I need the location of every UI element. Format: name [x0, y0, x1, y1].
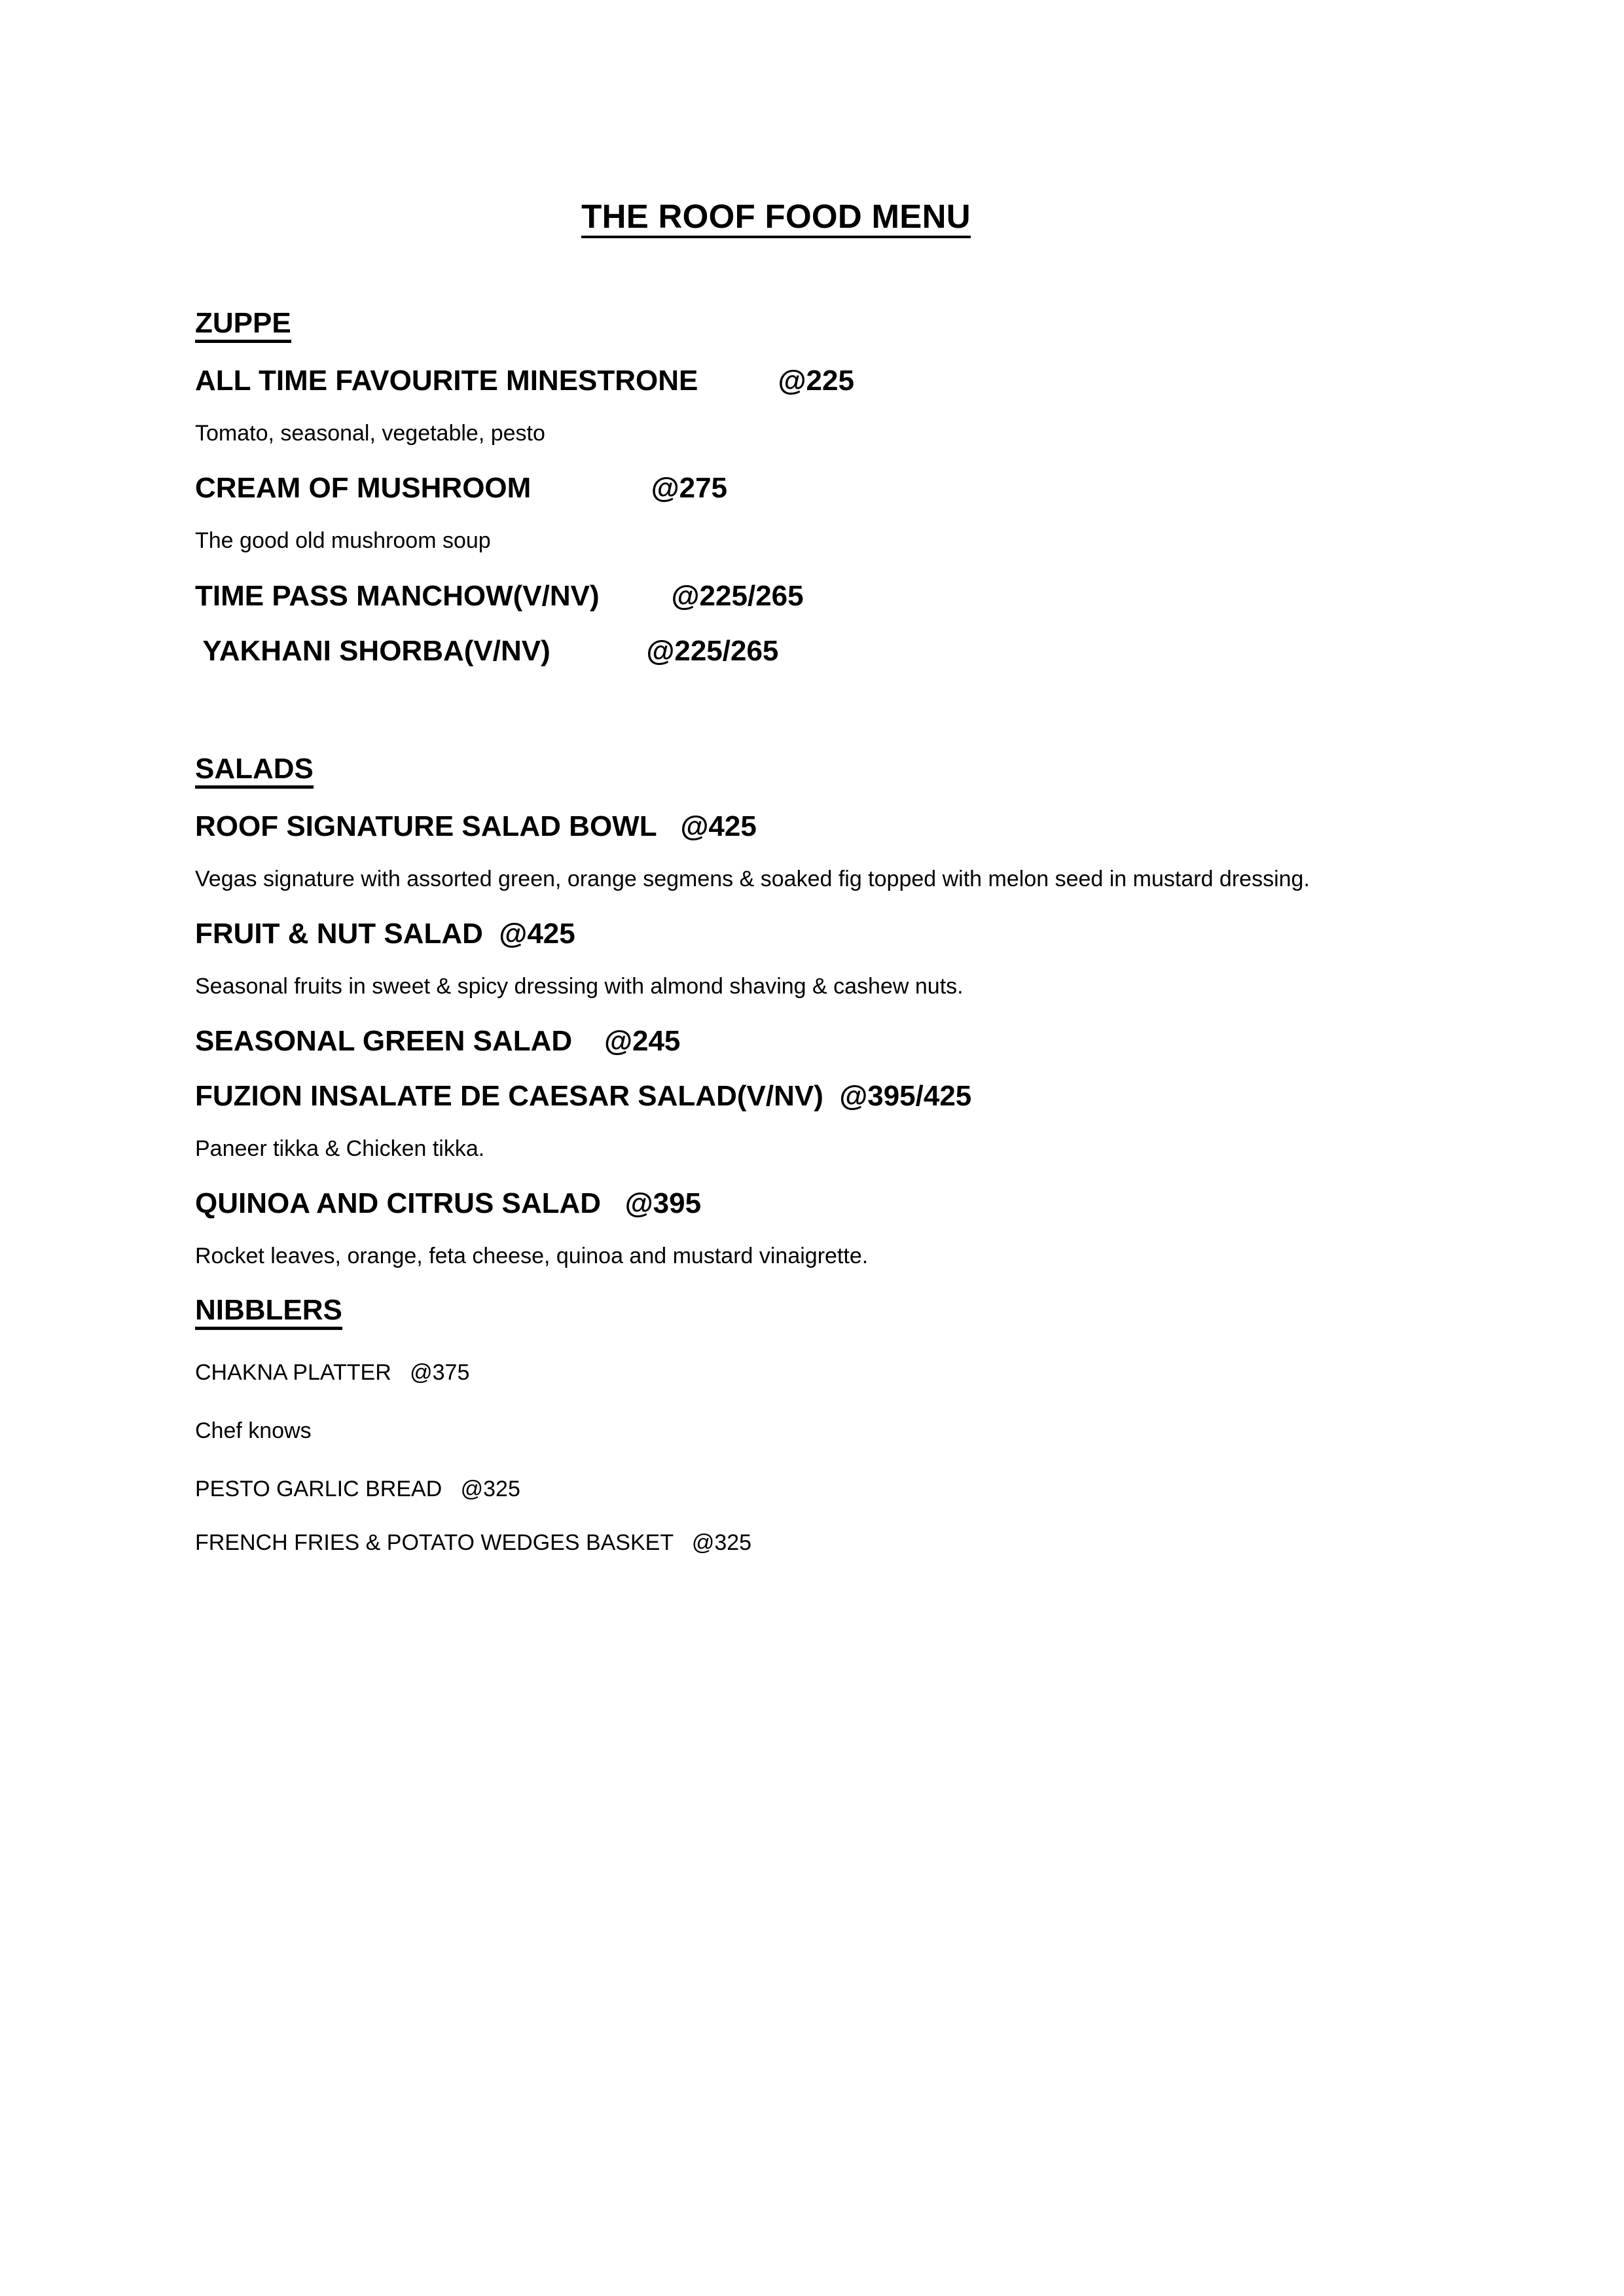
section-heading-zuppe	[195, 309, 1357, 343]
menu-item-name: FRUIT & NUT SALAD	[195, 917, 483, 950]
spacer	[195, 895, 1357, 920]
spacer	[195, 611, 1357, 637]
spacer	[195, 948, 1357, 971]
menu-item-price: @225	[778, 365, 854, 397]
spacer	[195, 841, 1357, 863]
spacer	[195, 1446, 1357, 1478]
spacer	[195, 1330, 1357, 1361]
menu-item-gap	[600, 580, 672, 612]
spacer	[195, 449, 1357, 474]
section-heading-nibblers	[195, 1293, 1357, 1330]
spacer	[195, 1056, 1357, 1082]
menu-item-price: @395	[624, 1187, 702, 1220]
menu-item-price: @375	[410, 1359, 470, 1385]
menu-item-price: @275	[651, 472, 728, 505]
menu-item-price: @395/425	[839, 1080, 972, 1113]
spacer	[195, 1500, 1357, 1532]
menu-item-name: SEASONAL GREEN SALAD	[195, 1025, 573, 1058]
menu-item-french-fries-potato-wedges	[195, 1532, 1357, 1554]
menu-item-gap	[442, 1477, 460, 1501]
section-heading-salads-text: SALADS	[195, 755, 314, 789]
menu-content	[195, 0, 1357, 1554]
menu-item-gap	[601, 1187, 625, 1219]
menu-item-name: FRENCH FRIES & POTATO WEDGES BASKET	[195, 1530, 674, 1555]
menu-item-description: Chef knows	[195, 1418, 312, 1443]
menu-item-cream-of-mushroom	[195, 474, 1357, 503]
menu-item-description: The good old mushroom soup	[195, 528, 491, 554]
spacer	[195, 503, 1357, 525]
menu-item-name: FUZION INSALATE DE CAESAR SALAD(V/NV)	[195, 1080, 823, 1113]
spacer	[195, 557, 1357, 582]
menu-item-roof-signature-salad-bowl	[195, 812, 1357, 841]
spacer	[195, 1164, 1357, 1189]
menu-item-gap	[674, 1530, 692, 1555]
menu-item-quinoa-citrus-salad	[195, 1189, 1357, 1218]
menu-item-description: Paneer tikka & Chicken tikka.	[195, 1136, 485, 1162]
menu-item-name: CHAKNA PLATTER	[195, 1359, 391, 1385]
menu-item-price: @425	[680, 810, 757, 842]
section-heading-zuppe-text: ZUPPE	[195, 309, 291, 343]
menu-item-gap	[823, 1080, 839, 1112]
menu-item-name: TIME PASS MANCHOW(V/NV)	[195, 579, 600, 612]
menu-item-gap	[572, 1025, 604, 1057]
spacer	[195, 343, 1357, 367]
menu-item-time-pass-manchow	[195, 579, 1357, 612]
spacer	[195, 1111, 1357, 1133]
menu-item-name: PESTO GARLIC BREAD	[195, 1476, 442, 1501]
menu-item-description: Tomato, seasonal, vegetable, pesto	[195, 421, 545, 446]
menu-item-description: Vegas signature with assorted green, orange segmens & soaked fig topped with melon seed in mustard dressing.	[195, 866, 1310, 891]
section-heading-nibblers-text: NIBBLERS	[195, 1296, 342, 1330]
spacer	[195, 1218, 1357, 1240]
menu-item-description: Rocket leaves, orange, feta cheese, quinoa and mustard vinaigrette.	[195, 1244, 869, 1269]
menu-item-seasonal-green-salad	[195, 1027, 1357, 1056]
menu-item-name: CREAM OF MUSHROOM	[195, 472, 532, 505]
menu-item-price: @325	[460, 1476, 520, 1501]
menu-item-price: @245	[604, 1025, 681, 1058]
menu-item-name: ROOF SIGNATURE SALAD BOWL	[195, 810, 657, 842]
menu-item-gap	[657, 810, 681, 842]
menu-item-chakna-platter	[195, 1361, 1357, 1384]
menu-item-name: ALL TIME FAVOURITE MINESTRONE	[195, 365, 698, 397]
menu-item-gap	[531, 472, 651, 504]
spacer	[195, 1384, 1357, 1415]
menu-item-yakhani-shorba	[195, 634, 1357, 667]
menu-item-fuzion-caesar-salad	[195, 1082, 1357, 1111]
spacer	[195, 1002, 1357, 1027]
spacer	[195, 1272, 1357, 1296]
menu-item-gap	[391, 1360, 410, 1385]
menu-item-price: @325	[691, 1530, 752, 1555]
page-title	[195, 0, 1357, 238]
spacer	[195, 666, 1357, 755]
menu-item-fruit-and-nut-salad	[195, 917, 1357, 950]
menu-item-pesto-garlic-bread	[195, 1478, 1357, 1500]
spacer	[195, 238, 1357, 309]
menu-item-minestrone	[195, 367, 1357, 395]
menu-item-name: YAKHANI SHORBA(V/NV)	[195, 634, 550, 667]
menu-item-price: @425	[499, 917, 575, 950]
menu-item-gap	[550, 635, 647, 667]
menu-item-gap	[698, 365, 778, 397]
spacer	[195, 789, 1357, 812]
spacer	[195, 395, 1357, 418]
menu-item-price: @225/265	[646, 634, 779, 667]
menu-item-name: QUINOA AND CITRUS SALAD	[195, 1187, 602, 1220]
page-title-text: THE ROOF FOOD MENU	[581, 200, 971, 238]
section-heading-salads	[195, 752, 1357, 789]
menu-item-gap	[483, 918, 499, 950]
menu-item-description: Seasonal fruits in sweet & spicy dressing with almond shaving & cashew nuts.	[195, 973, 964, 999]
menu-item-price: @225/265	[671, 579, 804, 612]
